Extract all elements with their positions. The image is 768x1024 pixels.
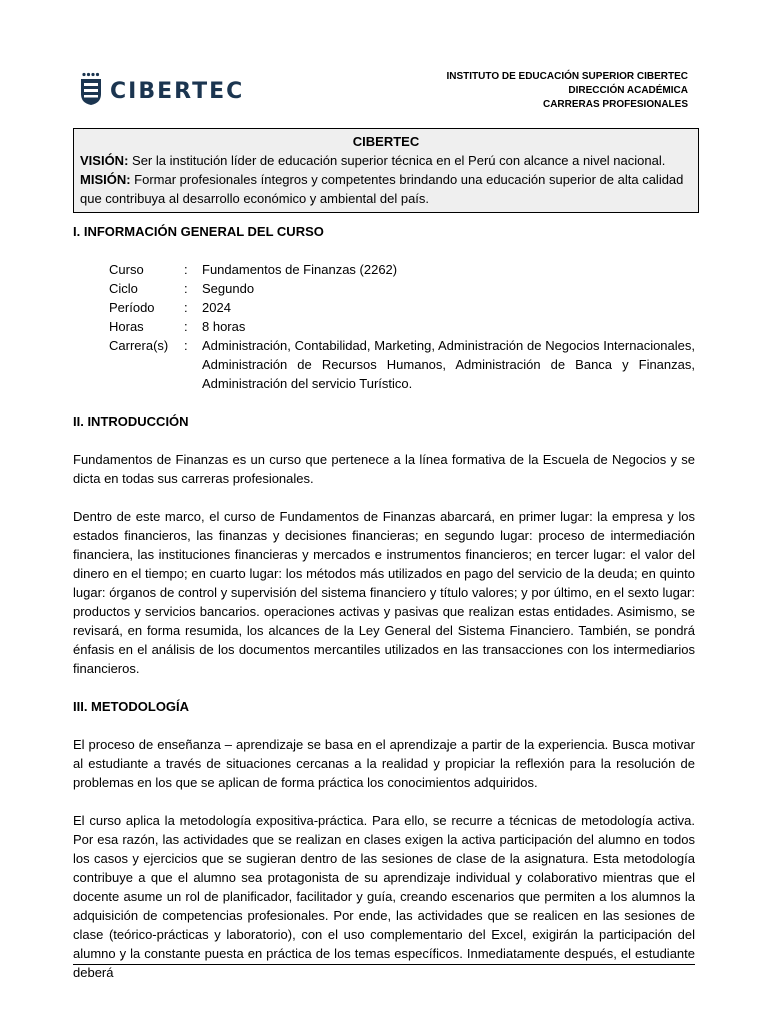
info-key: Ciclo (109, 281, 138, 296)
info-colon: : (184, 319, 188, 334)
paragraph: Fundamentos de Finanzas es un curso que pertenece a la línea formativa de la Escuela de Negocios y se dicta en todas sus carreras profesionales. (73, 452, 695, 486)
institution-line: INSTITUTO DE EDUCACIÓN SUPERIOR CIBERTEC (446, 71, 688, 82)
info-value: 8 horas (202, 319, 246, 334)
course-info-table (109, 260, 695, 393)
info-value: 2024 (202, 300, 231, 315)
info-value: Administración, Contabilidad, Marketing, Administración de Negocios Internacionales, Administración de Recursos Humanos, Administración de Banca y Finanzas, Administración del servicio Turístico. (202, 338, 695, 391)
logo-text: CIBERTEC (110, 78, 245, 104)
mission-statement (80, 170, 692, 208)
mission-text: Formar profesionales íntegros y competentes brindando una educación superior de alta calidad que contribuya al desarrollo económico y ambiental del país. (80, 172, 684, 206)
course-info-row (109, 298, 695, 317)
course-info-row (109, 260, 695, 279)
paragraph: El proceso de enseñanza – aprendizaje se basa en el aprendizaje a partir de la experiencia. Busca motivar al estudiante a través de situaciones cercanas a la realidad y propiciar la reflexión para la resolución de problemas en los que se aplican de forma práctica los conocimientos adquiridos. (73, 737, 695, 790)
info-value: Segundo (202, 281, 255, 296)
section-title: I. INFORMACIÓN GENERAL DEL CURSO (73, 224, 324, 239)
institution-line: CARRERAS PROFESIONALES (542, 99, 688, 110)
mission-label: MISIÓN: (80, 172, 131, 187)
paragraph: Dentro de este marco, el curso de Fundamentos de Finanzas abarcará, en primer lugar: la empresa y los estados financieros, las finanzas y decisiones financieras; en segundo lugar: proceso de intermediación financiera, las instituciones financieras y mercados e instrumentos financieros; en tercer lugar: el valor del dinero en el tiempo; en cuarto lugar: los métodos más utilizados en pago del servicio de la deuda; en quinto lugar: órganos de control y supervisión del sistema financiero y título valores; y por último, en el sexto lugar: productos y servicios bancarios. operaciones activas y pasivas que realizan estas entidades. Asimismo, se revisará, en forma resumida, los alcances de la Ley General del Sistema Financiero. También, se pondrá énfasis en el análisis de los documentos mercantiles utilizados en las transacciones con los intermediarios financieros. (73, 509, 695, 676)
institution-line: DIRECCIÓN ACADÉMICA (568, 85, 688, 96)
vision-mission-title: CIBERTEC (352, 134, 420, 149)
info-colon: : (184, 338, 188, 353)
info-colon: : (184, 262, 188, 277)
vision-text: Ser la institución líder de educación superior técnica en el Perú con alcance a nivel nacional. (128, 153, 666, 168)
info-colon: : (184, 281, 188, 296)
info-key: Curso (109, 262, 144, 277)
info-key: Carrera(s) (109, 338, 169, 353)
cibertec-logo (80, 72, 244, 106)
shield-icon (80, 72, 102, 106)
vision-label: VISIÓN: (80, 153, 129, 168)
institution-header (447, 70, 689, 112)
document-body (73, 222, 695, 1001)
course-info-row (109, 279, 695, 298)
section-title: II. INTRODUCCIÓN (73, 414, 189, 429)
section-title: III. METODOLOGÍA (73, 699, 190, 714)
info-value: Fundamentos de Finanzas (2262) (202, 262, 398, 277)
vision-statement (80, 151, 692, 170)
course-info-row (109, 317, 695, 336)
footer-divider (73, 964, 695, 965)
info-colon: : (184, 300, 188, 315)
info-key: Período (109, 300, 155, 315)
info-key: Horas (109, 319, 144, 334)
vision-mission-box (73, 128, 699, 213)
paragraph: El curso aplica la metodología expositiva-práctica. Para ello, se recurre a técnicas de metodología activa. Por esa razón, las actividades que se realizan en clases exigen la activa participación del alumno en todos los casos y ejercicios que se sugieran dentro de las sesiones de clase de la asignatura. Esta metodología contribuye a que el alumno sea protagonista de su aprendizaje individual y colaborativo mientras que el docente asume un rol de planificador, facilitador y guía, creando escenarios que permiten a los alumnos la adquisición de competencias profesionales. Por ende, las actividades que se realicen en las sesiones de clase (teórico-prácticas y laboratorio), con el uso complementario del Excel, exigirán la participación del alumno y la constante puesta en práctica de los temas específicos. Inmediatamente después, el estudiante deberá (73, 813, 695, 980)
course-info-row (109, 336, 695, 393)
